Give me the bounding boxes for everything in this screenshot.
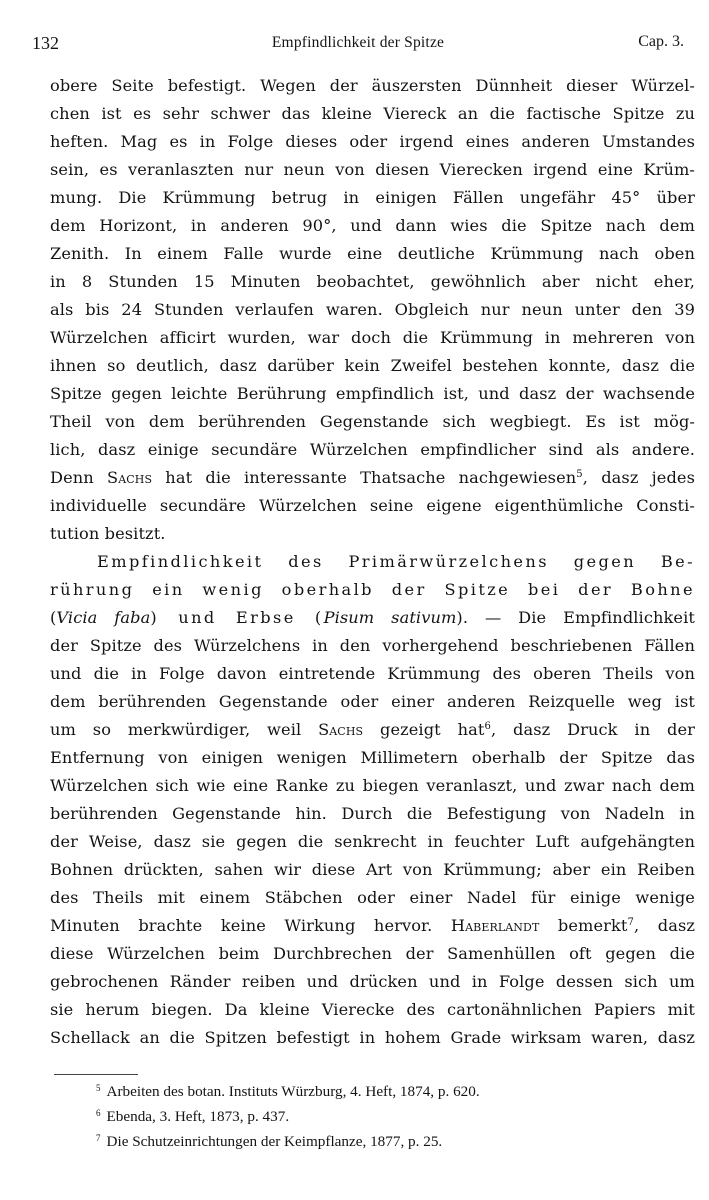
text-line: Theil von dem berührenden Gegenstande sich wegbiegt. Es ist mög-: [50, 412, 695, 431]
footnote-ref: 5: [576, 469, 583, 480]
footnote-divider: [54, 1074, 138, 1075]
text-line: lich, dasz einige secundäre Würzelchen empfindlicher sind als andere.: [50, 440, 695, 459]
species-name: Vicia faba: [56, 608, 151, 627]
footnote-text: Ebenda, 3. Heft, 1873, p. 437.: [106, 1108, 290, 1125]
text-line: der Spitze des Würzelchens in den vorhergehend beschriebenen Fällen: [50, 636, 695, 655]
footnote-ref: 7: [627, 917, 634, 928]
text-line: chen ist es sehr schwer das kleine Viereck an die factische Spitze zu: [50, 104, 695, 123]
text-line: berührenden Gegenstande hin. Durch die Befestigung von Nadeln in: [50, 804, 695, 823]
text-segment: Denn: [50, 468, 94, 487]
text-segment: ). — Die Empfindlichkeit: [456, 608, 695, 627]
text-line: Entfernung von einigen wenigen Millimetern oberhalb der Spitze das: [50, 748, 695, 767]
page-number: 132: [32, 33, 59, 53]
running-title: Empfindlichkeit der Spitze: [271, 34, 445, 51]
text-segment: (: [50, 608, 57, 627]
text-line: tution besitzt.: [50, 524, 166, 543]
text-segment: ) und Erbse (: [150, 608, 324, 627]
text-line: Würzelchen sich wie eine Ranke zu biegen veranlaszt, und zwar nach dem: [50, 776, 695, 795]
section-heading-line: Empfindlichkeit des Primärwürzelchens gegen Be-: [97, 552, 695, 571]
text-line: [50, 464, 695, 492]
text-segment: Minuten brachte keine Wirkung hervor.: [50, 916, 433, 935]
text-line: als bis 24 Stunden verlaufen waren. Obgleich nur neun unter den 39: [50, 300, 695, 319]
text-segment: , dasz jedes: [582, 468, 695, 487]
footnote-marker: 6: [96, 1108, 101, 1118]
text-line: ihnen so deutlich, dasz darüber kein Zweifel bestehen konnte, dasz die: [50, 356, 695, 375]
species-name: Pisum sativum: [323, 608, 457, 627]
text-line: Bohnen drückten, sahen wir diese Art von Krümmung; aber ein Reiben: [50, 860, 695, 879]
text-line: des Theils mit einem Stäbchen oder einer Nadel für einige wenige: [50, 888, 695, 907]
text-line: Schellack an die Spitzen befestigt in hohem Grade wirksam waren, dasz: [50, 1028, 695, 1047]
footnote: [96, 1079, 696, 1104]
author-name: Sachs: [107, 468, 153, 487]
main-text: [50, 72, 695, 1052]
text-line: Spitze gegen leichte Berührung empfindlich ist, und dasz der wachsende: [50, 384, 695, 403]
text-line: sein, es veranlaszten nur neun von diesen Vierecken irgend eine Krüm-: [50, 160, 695, 179]
text-line: individuelle secundäre Würzelchen seine eigene eigenthümliche Consti-: [50, 496, 695, 515]
text-segment: um so merkwürdiger, weil: [50, 720, 302, 739]
running-header: [32, 33, 684, 59]
text-line: und die in Folge davon eintretende Krümmung des oberen Theils von: [50, 664, 695, 683]
footnote: [96, 1104, 696, 1129]
footnote-text: Arbeiten des botan. Instituts Würzburg, 4. Heft, 1874, p. 620.: [106, 1083, 480, 1100]
text-line: mung. Die Krümmung betrug in einigen Fällen ungefähr 45° über: [50, 188, 695, 207]
footnote-ref: 6: [484, 721, 491, 732]
text-line: dem Horizont, in anderen 90°, und dann wies die Spitze nach dem: [50, 216, 695, 235]
text-line: [50, 912, 695, 940]
text-segment: , dasz Druck in der: [490, 720, 696, 739]
text-line: [50, 716, 695, 744]
text-line: obere Seite befestigt. Wegen der äuszersten Dünnheit dieser Würzel-: [50, 76, 695, 95]
author-name: Haberlandt: [450, 916, 540, 935]
text-segment: , dasz: [634, 916, 696, 935]
footnotes: [96, 1079, 696, 1154]
text-line: [50, 604, 695, 632]
text-line: in 8 Stunden 15 Minuten beobachtet, gewöhnlich aber nicht eher,: [50, 272, 695, 291]
text-segment: gezeigt hat: [379, 720, 485, 739]
footnote: [96, 1129, 696, 1154]
chapter-label: Cap. 3.: [638, 33, 684, 50]
text-line: diese Würzelchen beim Durchbrechen der Samenhüllen oft gegen die: [50, 944, 695, 963]
text-line: dem berührenden Gegenstande oder einer anderen Reizquelle weg ist: [50, 692, 695, 711]
text-line: sie herum biegen. Da kleine Vierecke des cartonähnlichen Papiers mit: [50, 1000, 695, 1019]
footnote-marker: 5: [96, 1083, 101, 1093]
author-name: Sachs: [318, 720, 364, 739]
section-heading-line: rührung ein wenig oberhalb der Spitze bei der Bohne: [50, 580, 695, 599]
text-line: gebrochenen Ränder reiben und drücken und in Folge dessen sich um: [50, 972, 695, 991]
text-line: Würzelchen afficirt wurden, war doch die Krümmung in mehreren von: [50, 328, 695, 347]
text-segment: bemerkt: [557, 916, 628, 935]
text-segment: hat die interessante Thatsache nachgewiesen: [165, 468, 577, 487]
text-line: der Weise, dasz sie gegen die senkrecht in feuchter Luft aufgehängten: [50, 832, 695, 851]
footnote-marker: 7: [96, 1133, 101, 1143]
text-line: Zenith. In einem Falle wurde eine deutliche Krümmung nach oben: [50, 244, 695, 263]
footnote-text: Die Schutzeinrichtungen der Keimpflanze, 1877, p. 25.: [106, 1133, 443, 1150]
text-line: heften. Mag es in Folge dieses oder irgend eines anderen Umstandes: [50, 132, 695, 151]
